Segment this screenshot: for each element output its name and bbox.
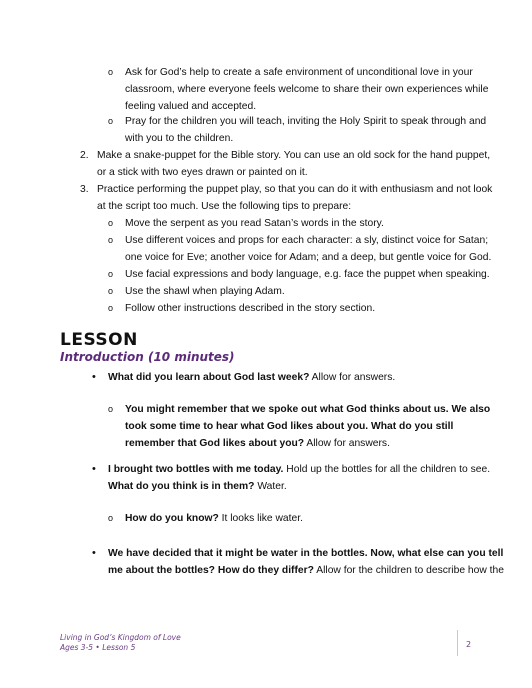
footer-course-info xyxy=(60,633,181,653)
page-number: 2 xyxy=(466,640,472,649)
bullet-marker: • xyxy=(92,547,96,559)
question-bottles-differ: We have decided that it might be water in the bottles. Now, what else can you tell me about the bottles? How do they differ? Allow for the children to describe how the xyxy=(108,548,504,576)
prep-item-snake-puppet: Make a snake-puppet for the Bible story. You can use an old sock for the hand puppet, or a stick with two eyes drawn or painted on it. xyxy=(97,150,491,178)
bullet-marker: • xyxy=(92,371,96,383)
question-last-week: What did you learn about God last week? Allow for answers. xyxy=(108,372,396,383)
bullet-marker: • xyxy=(92,463,96,475)
sub-bullet-marker: o xyxy=(108,269,114,279)
tip-facial-expressions: Use facial expressions and body language, e.g. face the puppet when speaking. xyxy=(125,269,490,280)
footer-title: Living in God’s Kingdom of Love xyxy=(60,633,181,642)
prep-item-pray-children: Pray for the children you will teach, inviting the Holy Spirit to speak through and with you to the children. xyxy=(125,116,487,144)
sub-bullet-marker: o xyxy=(108,218,114,228)
prep-item-practice: Practice performing the puppet play, so that you can do it with enthusiasm and not look at the script too much. Use the following tips to prepare: xyxy=(97,184,493,212)
tip-shawl: Use the shawl when playing Adam. xyxy=(125,286,285,297)
question-how-do-you-know: How do you know? It looks like water. xyxy=(125,513,303,524)
list-number: 3. xyxy=(80,184,89,195)
tip-different-voices: Use different voices and props for each character: a sly, distinct voice for Satan; one voice for Eve; another voice for Adam; and a deep, but gentle voice for God. xyxy=(125,235,492,263)
sub-bullet-marker: o xyxy=(108,286,114,296)
tip-other-instructions: Follow other instructions described in the story section. xyxy=(125,303,376,314)
sub-bullet-marker: o xyxy=(108,67,114,77)
sub-bullet-marker: o xyxy=(108,404,114,414)
introduction-subheading: Introduction (10 minutes) xyxy=(60,350,235,364)
prompt-remember-god-likes: You might remember that we spoke out what God thinks about us. We also took some time to hear what God likes about you. What do you still remember that God likes about you? Allow for answers. xyxy=(125,404,491,449)
activity-two-bottles: I brought two bottles with me today. Hold up the bottles for all the children to see. What do you think is in them? Water. xyxy=(108,464,491,492)
footer-subtitle: Ages 3-5 • Lesson 5 xyxy=(60,643,136,652)
lesson-heading: LESSON xyxy=(60,330,138,350)
sub-bullet-marker: o xyxy=(108,235,114,245)
sub-bullet-marker: o xyxy=(108,513,114,523)
sub-bullet-marker: o xyxy=(108,303,114,313)
list-number: 2. xyxy=(80,150,89,161)
prep-item-pray-safe-environment: Ask for God’s help to create a safe environment of unconditional love in your classroom, where everyone feels welcome to share their own experiences while feeling valued and accepted. xyxy=(125,67,489,112)
footer-divider xyxy=(457,630,458,656)
sub-bullet-marker: o xyxy=(108,116,114,126)
tip-move-serpent: Move the serpent as you read Satan’s words in the story. xyxy=(125,218,384,229)
